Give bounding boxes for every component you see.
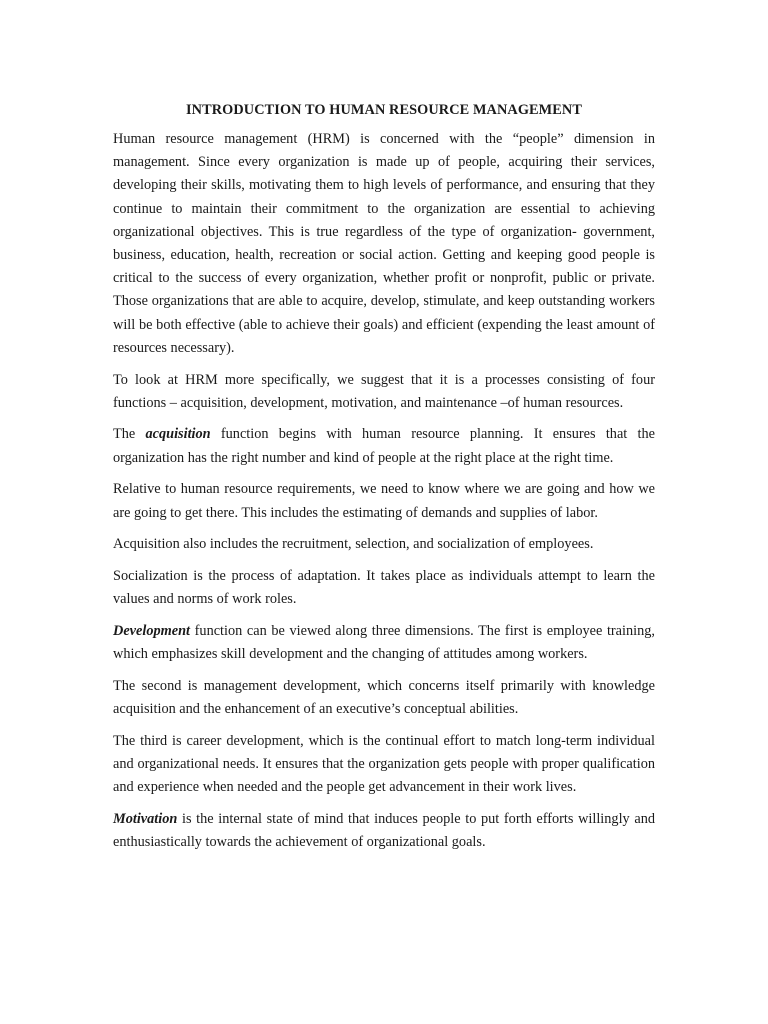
paragraph-text: To look at HRM more specifically, we suggest that it is a processes consisting of four functions – acquisition, development, motivation, and maintenance –of human resources.	[113, 371, 655, 411]
paragraph-development	[113, 620, 655, 666]
paragraph-recruitment	[113, 533, 655, 556]
paragraph-text: Relative to human resource requirements, we need to know where we are going and how we are going to get there. This includes the estimating of demands and supplies of labor.	[113, 481, 655, 521]
document-title: INTRODUCTION TO HUMAN RESOURCE MANAGEMENT	[186, 102, 582, 118]
paragraph-text: is the internal state of mind that induces people to put forth efforts willingly and enthusiastically towards the achievement of organizational goals.	[113, 810, 655, 850]
term-motivation: Motivation	[113, 810, 178, 827]
document-page	[113, 99, 655, 863]
paragraph-text: Human resource management (HRM) is concerned with the “people” dimension in management. Since every organization is made up of people, acquiring their services, developing their skills, motivating them to high levels of performance, and ensuring that they continue to maintain their commitment to the organization are essential to achieving organizational objectives. This is true regardless of the type of organization- government, business, education, health, recreation or social action. Getting and keeping good people is critical to the success of every organization, whether profit or nonprofit, public or private. Those organizations that are able to acquire, develop, stimulate, and keep outstanding workers will be both effective (able to achieve their goals) and efficient (expending the least amount of resources necessary).	[113, 131, 655, 356]
paragraph-text: The second is management development, which concerns itself primarily with knowledge acquisition and the enhancement of an executive’s conceptual abilities.	[113, 677, 655, 717]
term-development: Development	[113, 622, 191, 639]
paragraph-text: The third is career development, which is the continual effort to match long-term individual and organizational needs. It ensures that the organization gets people with proper qualification and experience when needed and the people get advancement in their work lives.	[113, 732, 655, 796]
paragraph-text: function begins with human resource planning. It ensures that the organization has the right number and kind of people at the right place at the right time.	[113, 426, 655, 466]
paragraph-management-development	[113, 675, 655, 721]
paragraph-hrm-functions	[113, 369, 655, 415]
paragraph-acquisition	[113, 423, 655, 469]
paragraph-text: Socialization is the process of adaptation. It takes place as individuals attempt to learn the values and norms of work roles.	[113, 567, 655, 608]
paragraph-socialization	[113, 565, 655, 611]
paragraph-hrm-intro	[113, 128, 655, 360]
paragraph-career-development	[113, 730, 655, 800]
paragraph-prefix: The	[113, 426, 146, 443]
paragraph-text: Acquisition also includes the recruitment, selection, and socialization of employees.	[113, 536, 594, 553]
paragraph-text: function can be viewed along three dimensions. The first is employee training, which emphasizes skill development and the changing of attitudes among workers.	[113, 622, 655, 663]
term-acquisition: acquisition	[145, 426, 211, 443]
paragraph-motivation	[113, 808, 655, 854]
paragraph-requirements	[113, 478, 655, 524]
